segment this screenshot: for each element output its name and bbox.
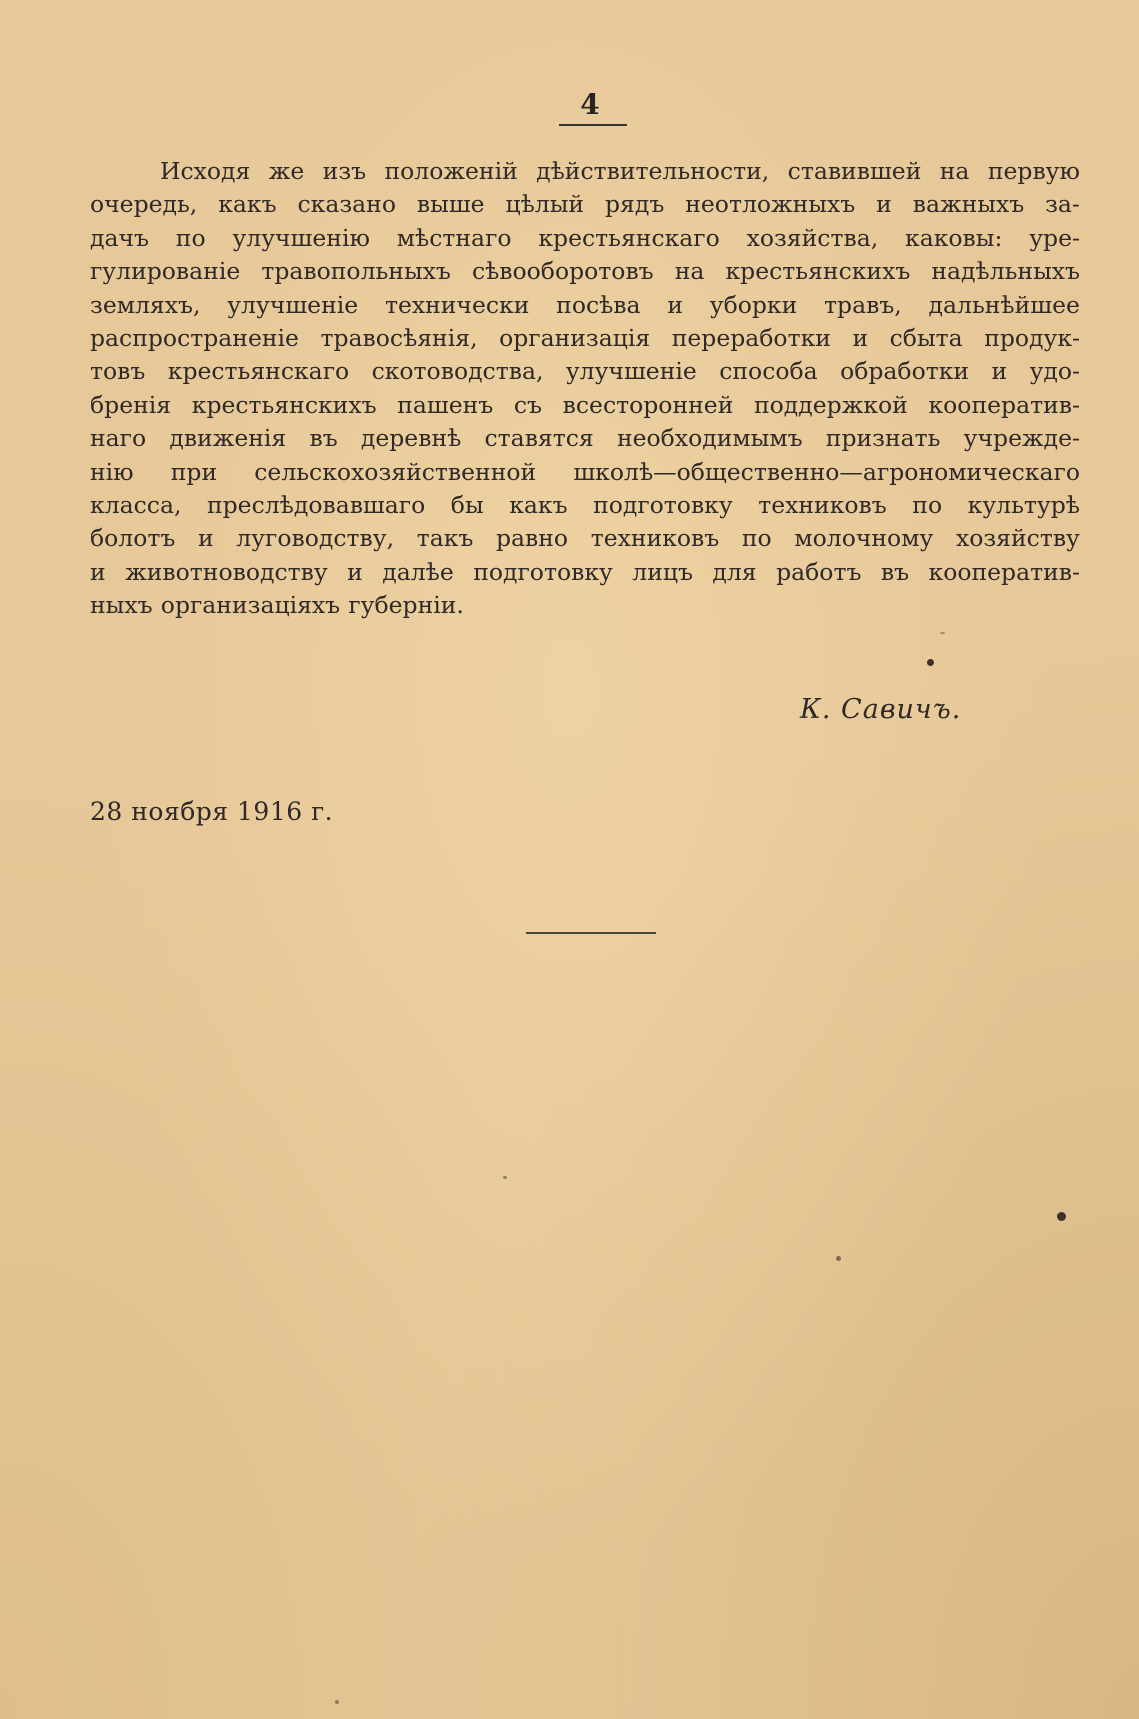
word: деревнѣ [360,424,462,453]
word: уре- [1029,223,1080,252]
word: движенія [169,424,287,453]
word: бренія [90,390,172,419]
word: Исходя [160,157,251,185]
text-line [90,456,1080,489]
word: кооператив- [928,390,1080,419]
word: улучшеніе [227,290,359,319]
paper-speck [836,1256,841,1261]
text-line [90,255,1080,288]
word: съ [513,390,543,419]
word: бы [450,490,484,519]
word: травосѣянія, [320,323,478,352]
page-number: 4 [580,88,600,121]
word: наго [90,424,147,453]
word: рядъ [605,190,665,219]
word: необходимымъ [616,424,803,453]
word: въ [880,557,910,586]
word: крестьянскаго [538,223,720,252]
word: неотложныхъ [685,190,856,219]
body-paragraph [90,155,1080,622]
word: скотоводства, [371,357,544,386]
word: и [90,557,106,586]
paper-speck [927,659,934,666]
word: гулированіе [90,257,241,286]
word: и [197,524,214,553]
word: переработки [671,323,831,352]
word: сельскохозяйственной [254,457,537,486]
text-line [90,522,1080,555]
word: надѣльныхъ [931,257,1080,286]
paper-speck [1057,1212,1066,1221]
word: очередь, [90,190,198,219]
word: губерніи. [348,591,464,620]
word: лицъ [632,557,693,586]
word: какъ [509,490,568,519]
word: ставившей [787,157,922,185]
word: работъ [776,557,862,586]
word: и [347,557,363,586]
word: травопольныхъ [261,257,451,286]
word: за- [1045,190,1080,219]
word: улучшенію [232,223,370,252]
word: сказано [297,190,396,219]
word: и [852,323,869,352]
word: же [268,157,305,185]
text-line [90,222,1080,255]
text-line [90,322,1080,355]
text-line [90,355,1080,388]
word: травъ, [824,290,902,319]
signature: К. Савичъ. [800,694,962,725]
word: обработки [840,357,970,386]
word: по [741,524,772,553]
text-line [90,155,1080,188]
word: подготовку [593,490,733,519]
word: мѣстнаго [396,223,512,252]
word: признать [825,424,941,453]
text-line [90,589,1080,622]
page-number-underline [559,124,627,126]
word: и [667,290,683,319]
word: кооператив- [928,557,1080,586]
paper-speck [940,632,945,634]
word: животноводству [125,557,328,586]
word: на [674,257,705,286]
word: въ [309,424,338,453]
word: подготовку [473,557,613,586]
word: техниковъ [590,524,720,553]
paper-speck [503,1176,507,1179]
word: техниковъ [758,490,887,519]
word: какъ [218,190,277,219]
word: равно [495,524,569,553]
word: болотъ [90,524,176,553]
word: распространеніе [90,323,299,352]
word: всесторонней [562,390,734,419]
word: земляхъ, [90,290,201,319]
text-line [90,188,1080,221]
word: дѣйствительности, [536,157,770,185]
word: положеній [384,157,518,185]
word: продук- [984,323,1080,352]
word: школѣ—общественно—агрономическаго [573,457,1080,486]
word: удо- [1029,357,1080,386]
word: луговодству, [236,524,395,553]
word: сбыта [889,323,963,352]
word: уборки [709,290,798,319]
word: на [939,157,970,185]
word: при [170,457,218,486]
text-line [90,489,1080,522]
word: цѣлый [505,190,585,219]
word: организація [499,323,651,352]
word: поддержкой [754,390,908,419]
word: организаціяхъ [160,591,341,620]
word: изъ [322,157,367,185]
word: класса, [90,490,182,519]
word: молочному [794,524,934,553]
word: и [876,190,892,219]
word: выше [416,190,485,219]
text-line [90,556,1080,589]
text-line [90,289,1080,322]
word: далѣе [382,557,454,586]
word: хозяйству [955,524,1080,553]
word: культурѣ [967,490,1080,519]
text-line [90,422,1080,455]
word: улучшеніе [565,357,697,386]
word: хозяйства, [746,223,879,252]
word: технически [384,290,530,319]
word: такъ [416,524,474,553]
word: крестьянскаго [167,357,350,386]
word: крестьянскихъ [191,390,377,419]
word: и [991,357,1008,386]
word: преслѣдовавшаго [206,490,426,519]
word: посѣва [556,290,641,319]
word: первую [987,157,1080,185]
word: пашенъ [397,390,494,419]
text-line [90,389,1080,422]
paper-speck [335,1700,339,1704]
word: учрежде- [963,424,1080,453]
word: товъ [90,357,146,386]
word: по [912,490,943,519]
word: дальнѣйшее [928,290,1080,319]
word: по [175,223,206,252]
word: ныхъ [90,591,153,620]
word: крестьянскихъ [725,257,911,286]
word: сѣвооборотовъ [471,257,654,286]
word: для [712,557,757,586]
word: важныхъ [912,190,1025,219]
word: способа [719,357,818,386]
word: нію [90,457,134,486]
word: дачъ [90,223,149,252]
closing-divider [526,932,656,934]
date: 28 ноября 1916 г. [90,797,334,826]
word: каковы: [905,223,1003,252]
word: ставятся [484,424,594,453]
